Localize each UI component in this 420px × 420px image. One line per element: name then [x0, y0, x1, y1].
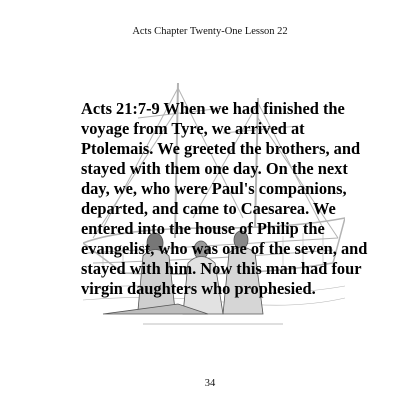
page-header: Acts Chapter Twenty-One Lesson 22 — [132, 26, 288, 37]
page-number: 34 — [204, 378, 216, 389]
scripture-passage: Acts 21:7-9 When we had finished the voyage from Tyre, we arrived at Ptolemais. We greeted the brothers, and stayed with them one day. On the next day, we, who were Paul's companions, departed, and came to Caesarea. We entered into the house of Philip the evangelist, who was one of the seven, and stayed with him. Now this man had four virgin daughters who prophesied. — [81, 99, 368, 298]
